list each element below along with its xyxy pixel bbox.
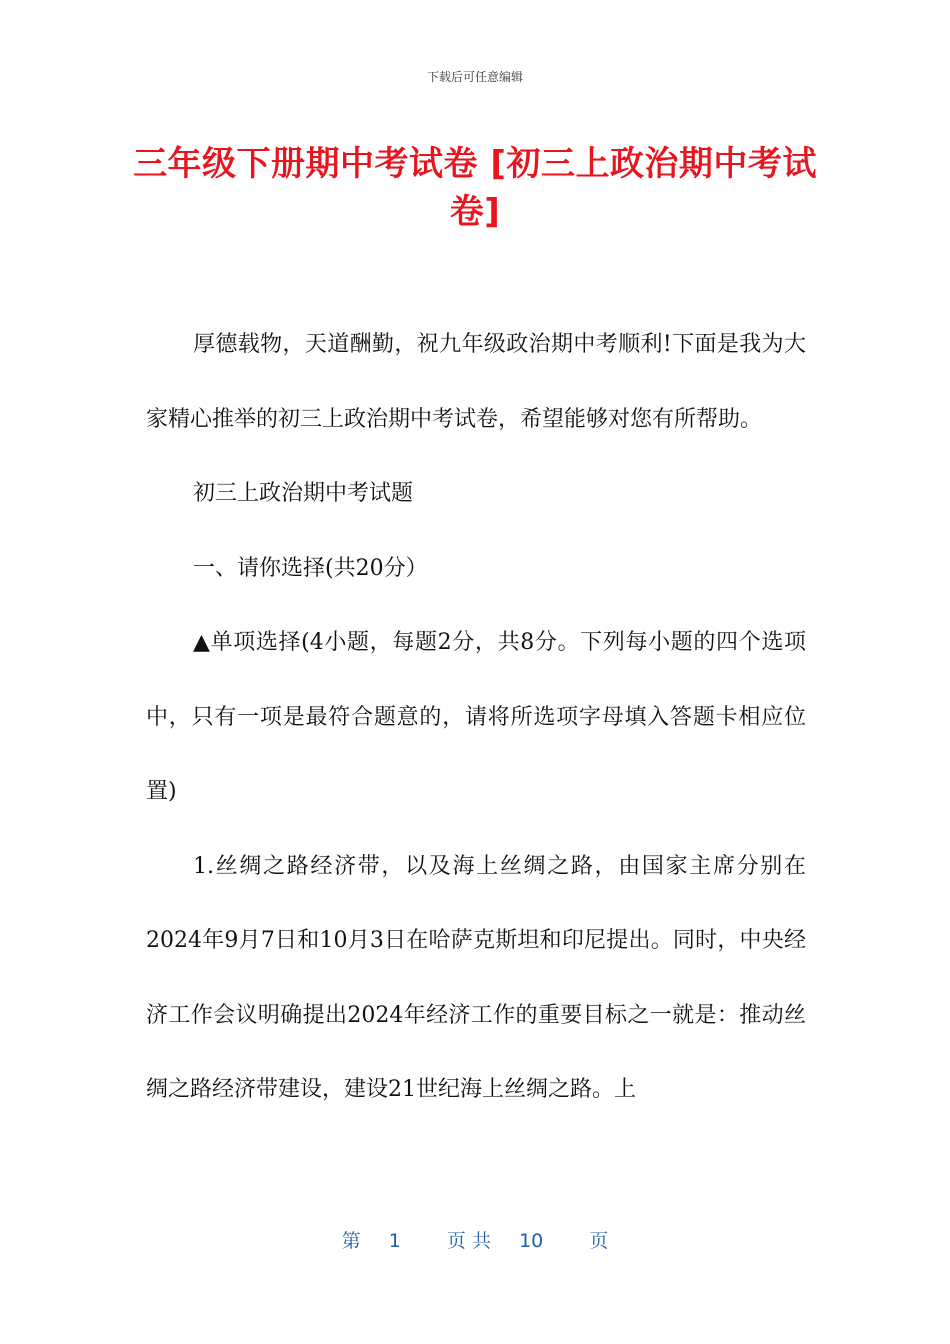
paragraph-section-one: 一、请你选择(共20分） (193, 555, 428, 581)
footer-ye: 页 (589, 1230, 609, 1252)
document-body (146, 308, 806, 1128)
paragraph-question-1: 1.丝绸之路经济带，以及海上丝绸之路，由国家主席分别在2024年9月7日和10月3日在哈萨克斯坦和印尼提出。同时，中央经济工作会议明确提出2024年经济工作的重要目标之一就是：推动丝绸之路经济带建设，建设21世纪海上丝绸之路。上 (146, 853, 806, 1102)
footer-current-page: 1 (388, 1230, 401, 1252)
document-title: 三年级下册期中考试卷 [初三上政治期中考试卷] (133, 144, 817, 232)
header-note: 下载后可任意编辑 (426, 70, 523, 84)
paragraph-intro: 厚德载物，天道酬勤，祝九年级政治期中考顺利!下面是我为大家精心推举的初三上政治期中考试卷，希望能够对您有所帮助。 (146, 332, 806, 432)
footer-ye-gong: 页 共 (446, 1230, 491, 1252)
paragraph-exam-heading: 初三上政治期中考试题 (193, 481, 414, 506)
paragraph-single-choice-instructions: ▲单项选择(4小题，每题2分，共8分。下列每小题的四个选项中，只有一项是最符合题意的，请将所选项字母填入答题卡相应位置) (146, 630, 806, 804)
footer-di: 第 (341, 1230, 361, 1252)
page-footer (0, 1226, 950, 1253)
footer-total-pages: 10 (519, 1230, 544, 1252)
